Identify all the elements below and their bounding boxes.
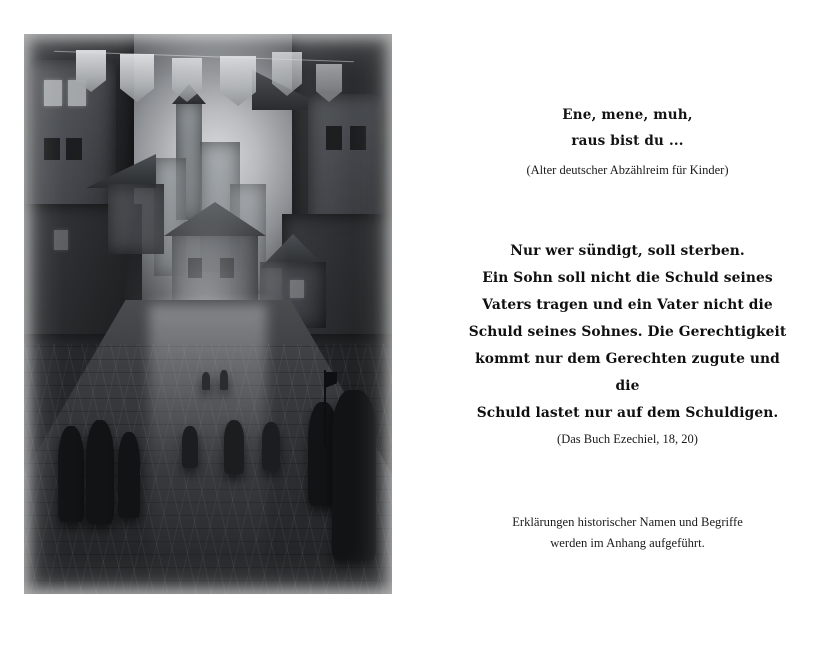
rhyme-line-2: raus bist du ... (571, 133, 684, 149)
scripture-line-1: Nur wer sündigt, soll sterben. (510, 243, 745, 259)
scripture-line-4: Schuld seines Sohnes. Die Gerechtigkeit (468, 324, 787, 340)
figure-walking (182, 426, 198, 468)
note-line-2: werden im Anhang aufgeführt. (550, 536, 705, 550)
scripture-attribution: (Das Buch Ezechiel, 18, 20) (557, 432, 698, 446)
scripture-line-2: Ein Sohn soll nicht die Schuld seines (482, 270, 773, 286)
figure-distant (220, 370, 228, 390)
figure-foreground-right (332, 390, 376, 560)
figure-distant (202, 372, 210, 390)
scripture-line-5: kommt nur dem Gerechten zugute und die (475, 351, 780, 394)
rhyme-attribution: (Alter deutscher Abzählreim für Kinder) (526, 163, 729, 177)
epigraph-scripture (468, 238, 787, 449)
light-shaft (149, 304, 267, 594)
scripture-line-3: Vaters tragen und ein Vater nicht die (482, 297, 773, 313)
scripture-line-6: Schuld lastet nur auf dem Schuldigen. (476, 405, 779, 421)
epigraph-rhyme (468, 102, 787, 180)
medieval-street-scene-image (24, 34, 392, 594)
figure-foreground-left (118, 432, 140, 518)
page-left-illustration (0, 0, 416, 648)
page-right-text (416, 0, 833, 648)
appendix-note (468, 512, 787, 554)
text-column (468, 0, 787, 648)
figure-walking (262, 422, 280, 470)
figure-foreground-left (58, 426, 84, 522)
rhyme-line-1: Ene, mene, muh, (562, 107, 693, 123)
note-line-1: Erklärungen historischer Namen und Begriffe (512, 515, 743, 529)
figure-foreground-left (86, 420, 114, 524)
figure-walking (224, 420, 244, 474)
